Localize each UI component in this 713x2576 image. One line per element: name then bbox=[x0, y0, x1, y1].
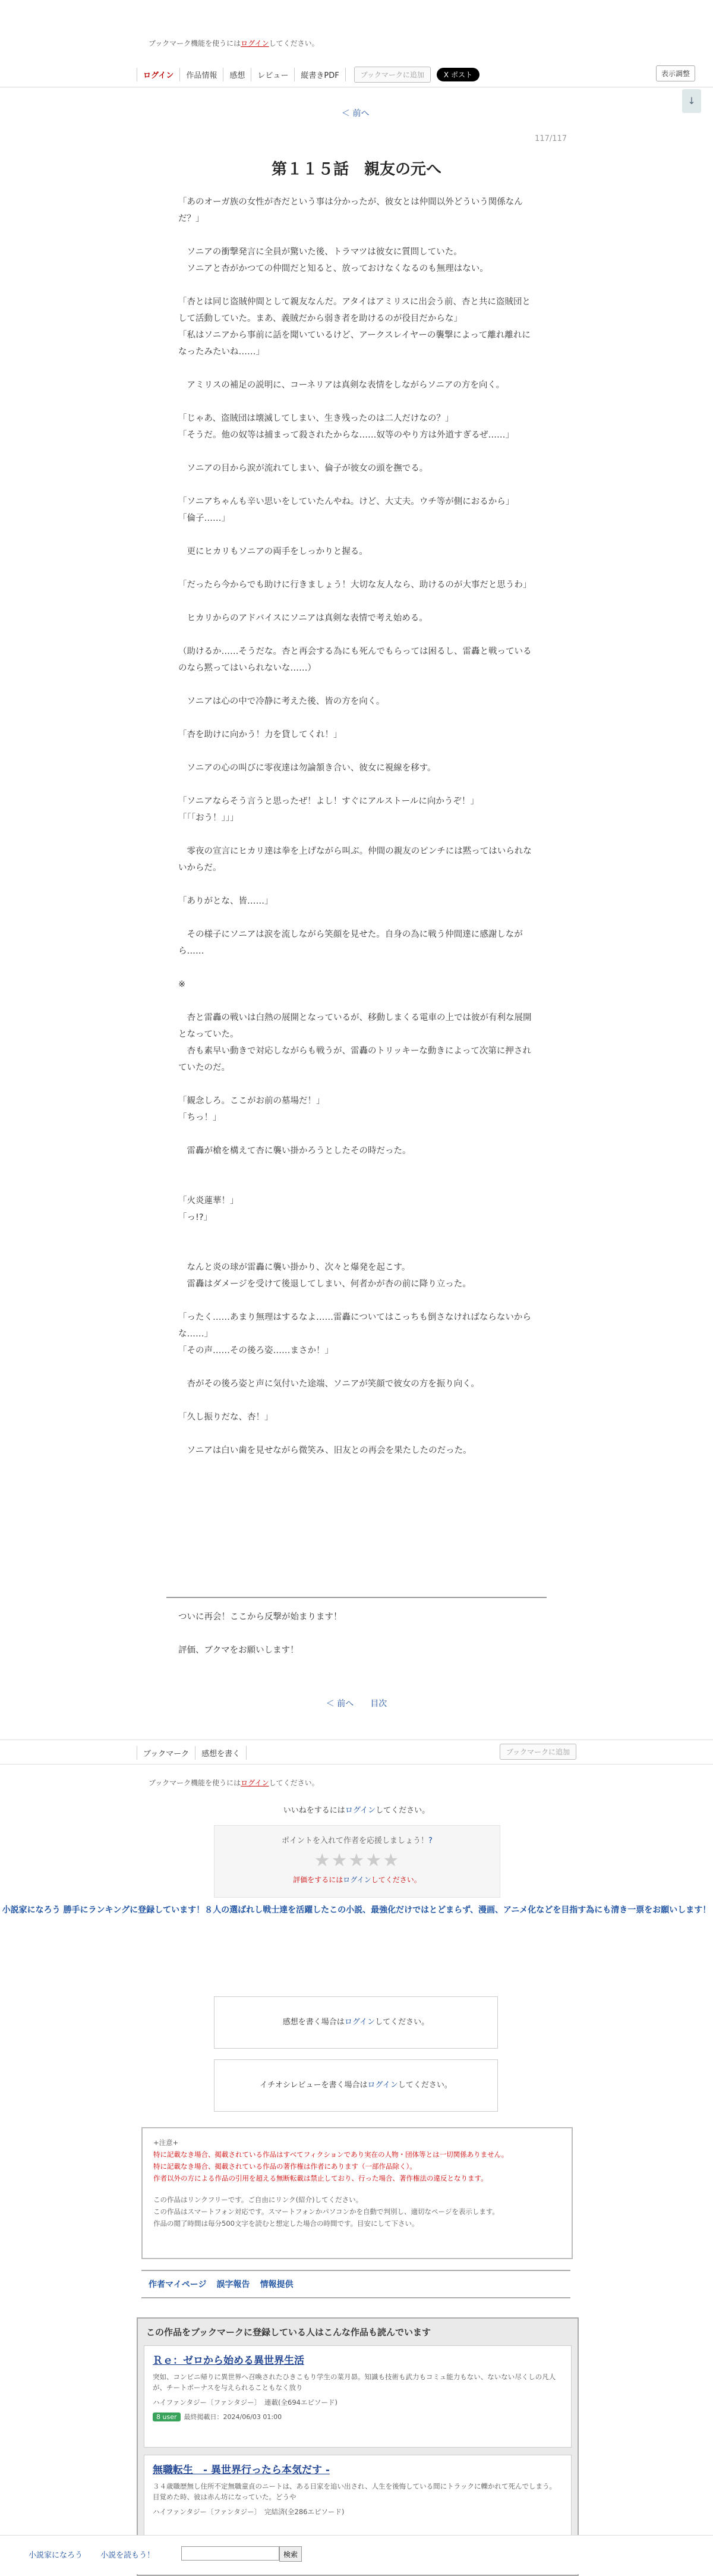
body-paragraph: ソニアの衝撃発言に全員が驚いた後、トラマツは彼女に質問していた。 bbox=[178, 247, 462, 257]
notice-box bbox=[141, 2127, 573, 2259]
novel-header bbox=[0, 59, 713, 87]
x-post-button[interactable]: X ポスト bbox=[437, 68, 479, 81]
bookmark-add-button[interactable]: ブックマークに追加 bbox=[354, 67, 431, 83]
body-paragraph bbox=[178, 910, 535, 926]
body-paragraph: 「久し振りだな、杏！」 bbox=[178, 1413, 273, 1422]
rating-title bbox=[214, 1834, 500, 1845]
login-link[interactable]: ログイン bbox=[367, 2081, 398, 2090]
search-button[interactable]: 検索 bbox=[279, 2546, 302, 2562]
toc-link[interactable]: 目次 bbox=[370, 1699, 387, 1709]
recommend-header: この作品をブックマークに登録している人はこんな作品も読んでいます bbox=[146, 2327, 431, 2338]
review-box bbox=[214, 2059, 498, 2112]
body-paragraph: その様子にソニアは涙を流しながら笑顔を見せた。自身の為に戦う仲間達に感謝しながら…… bbox=[178, 930, 523, 956]
notice-line: 作品の閲了時間は毎分500文字を読むと想定した場合の時間です。目安にして下さい。 bbox=[153, 2219, 419, 2228]
body-paragraph bbox=[178, 1176, 535, 1193]
notice-line: この作品はリンクフリーです。ご自由にリンク(紹介)してください。 bbox=[153, 2196, 363, 2204]
notice-head: +注意+ bbox=[153, 2138, 179, 2147]
menu-login[interactable]: ログイン bbox=[137, 68, 180, 81]
impression-box bbox=[214, 1996, 498, 2049]
ranking-link[interactable]: 小説家になろう 勝手にランキングに登録しています！８人の選ばれし戦士達を活躍したこの小説、最強化だけではとどまらず、漫画、アニメ化などを目指す為にも清き一票をお願いします！ bbox=[2, 1905, 711, 1915]
login-link[interactable]: ログイン bbox=[241, 1779, 269, 1787]
note-text: してください。 bbox=[376, 1806, 430, 1815]
page-count: 117/117 bbox=[535, 134, 567, 143]
body-paragraph: 「その声……その後ろ姿……まさか！」 bbox=[178, 1346, 333, 1355]
body-paragraph: 「杏を助けに向かう！力を貸してくれ！」 bbox=[178, 730, 342, 740]
footer-search bbox=[181, 2546, 302, 2562]
afterword-line: ついに再会！ここから反撃が始まります！ bbox=[178, 1612, 342, 1622]
body-paragraph bbox=[178, 1226, 535, 1243]
recommend-genre: ハイファンタジー〔ファンタジー〕 完結済(全286エピソード) bbox=[153, 2508, 345, 2516]
body-paragraph: 「火炎蓮華！」 bbox=[178, 1196, 239, 1206]
body-paragraph: ソニアの目から涙が流れてしまい、倫子が彼女の頭を撫でる。 bbox=[178, 464, 428, 473]
note-text: してください。 bbox=[397, 2081, 452, 2090]
user-badge: 8 user bbox=[153, 2413, 181, 2421]
recommend-desc: 突如、コンビニ帰りに異世界へ召喚されたひきこもり学生の菜月昴。知識も技術も武力もコミュ能力もない、ないない尽くしの凡人が、チートボーナスを与えられることもなく放り bbox=[153, 2373, 556, 2392]
note-text: してください。 bbox=[371, 1876, 421, 1884]
help-icon[interactable]: ? bbox=[428, 1836, 433, 1845]
body-paragraph: 「ソニアちゃんも辛い思いをしていたんやね。けど、大丈夫。ウチ等が側におるから」 bbox=[178, 497, 515, 507]
body-paragraph: 杏も素早い動きで対応しながらも戦うが、雷轟のトリッキーな動きによって次第に押されていたのだ。 bbox=[178, 1046, 531, 1072]
notice-line: この作品はスマートフォン対応です。スマートフォンかパソコンかを自動で判別し、適切なページを表示します。 bbox=[153, 2207, 499, 2216]
search-input[interactable] bbox=[181, 2546, 279, 2561]
body-paragraph bbox=[178, 627, 535, 643]
body-paragraph bbox=[178, 710, 535, 726]
body-paragraph bbox=[178, 1359, 535, 1376]
prev-link-bottom[interactable]: ＜ 前へ bbox=[326, 1699, 354, 1709]
note-text: してください。 bbox=[375, 2018, 430, 2027]
body-paragraph bbox=[178, 960, 535, 976]
login-link[interactable]: ログイン bbox=[343, 1876, 371, 1884]
body-paragraph: 「そうだ。他の奴等は捕まって殺されたからな……奴等のやり方は外道すぎるぜ……」 bbox=[178, 430, 515, 440]
body-paragraph bbox=[178, 560, 535, 577]
body-paragraph bbox=[178, 1392, 535, 1409]
body-paragraph: なんと炎の球が雷轟に襲い掛かり、次々と爆発を起こす。 bbox=[178, 1263, 411, 1272]
note-text: いいねをするには bbox=[283, 1806, 345, 1815]
body-paragraph: 「杏とは同じ盗賊仲間として親友なんだ。アタイはアミリスに出会う前、杏と共に盗賊団として活動していた。まあ、義賊だから弱き者を助けるのが役目だからな」 bbox=[178, 297, 531, 323]
body-paragraph bbox=[178, 227, 535, 244]
info-provide-link[interactable]: 情報提供 bbox=[260, 2280, 294, 2289]
footer-link-narou[interactable]: 小説家になろう bbox=[29, 2551, 83, 2560]
body-paragraph: 雷轟が槍を構えて杏に襲い掛かろうとしたその時だった。 bbox=[178, 1146, 411, 1156]
bottom-write-impression[interactable]: 感想を書く bbox=[195, 1746, 247, 1760]
recommend-date: 最終掲載日：2024/06/03 01:00 bbox=[184, 2413, 282, 2421]
footer-bar bbox=[0, 2535, 713, 2574]
divider bbox=[166, 1597, 547, 1598]
body-paragraph bbox=[178, 1292, 535, 1309]
body-paragraph: ヒカリからのアドバイスにソニアは真剣な表情で考え始める。 bbox=[178, 614, 428, 623]
bookmark-login-note-bottom bbox=[149, 1778, 319, 1788]
notice-red-line: 特に記載なき場合、掲載されている作品の著作権は作者にあります（一部作品除く）。 bbox=[153, 2162, 417, 2171]
body-paragraph bbox=[178, 776, 535, 793]
login-link[interactable]: ログイン bbox=[241, 39, 269, 48]
body-paragraph: ソニアは心の中で冷静に考えた後、皆の方を向く。 bbox=[178, 697, 385, 706]
note-text: ブックマーク機能を使うには bbox=[149, 39, 241, 48]
novel-body bbox=[178, 194, 535, 1459]
recommend-title[interactable]: 無職転生 - 異世界行ったら本気だす - bbox=[153, 2464, 330, 2476]
notice-red-line: 特に記載なき場合、掲載されている作品はすべてフィクションであり実在の人物・団体等とは一切関係ありません。 bbox=[153, 2150, 509, 2159]
body-paragraph bbox=[178, 1126, 535, 1143]
body-paragraph: 更にヒカリもソニアの両手をしっかりと握る。 bbox=[178, 547, 368, 556]
rating-login-note bbox=[214, 1874, 500, 1885]
note-text: ブックマーク機能を使うには bbox=[149, 1779, 241, 1787]
recommend-meta bbox=[153, 2412, 563, 2421]
display-settings-button[interactable]: 表示調整 bbox=[656, 65, 695, 81]
body-paragraph: ソニアは白い歯を見せながら微笑み、旧友との再会を果たしたのだった。 bbox=[178, 1446, 472, 1455]
body-paragraph: ソニアと杏がかつての仲間だと知ると、放っておけなくなるのも無理はない。 bbox=[178, 264, 488, 273]
body-paragraph bbox=[178, 477, 535, 493]
footer-link-yomou[interactable]: 小説を読もう！ bbox=[100, 2551, 155, 2560]
body-paragraph bbox=[178, 593, 535, 610]
rating-box bbox=[214, 1825, 500, 1898]
body-paragraph: 杏がその後ろ姿と声に気付いた途端、ソニアが笑顔で彼女の方を振り向く。 bbox=[178, 1379, 479, 1389]
afterword bbox=[178, 1609, 535, 1675]
body-paragraph bbox=[178, 1159, 535, 1176]
body-paragraph: 杏と雷轟の戦いは白熱の展開となっているが、移動しまくる電車の上では彼が有利な展開となっていた。 bbox=[178, 1013, 532, 1039]
body-paragraph: 「っ!?」 bbox=[178, 1213, 213, 1222]
arrow-down-icon[interactable]: ↓ bbox=[682, 89, 701, 113]
body-paragraph bbox=[178, 394, 535, 410]
note-text: してください。 bbox=[269, 39, 319, 48]
note-text: イチオシレビューを書く場合は bbox=[260, 2081, 368, 2090]
body-paragraph: 「ちっ！」 bbox=[178, 1113, 222, 1122]
rating-title-text: ポイントを入れて作者を応援しましょう！ bbox=[282, 1836, 429, 1845]
recommend-item bbox=[144, 2345, 572, 2448]
notice-red-line: 作者以外の方による作品の引用を超える無断転載は禁止しており、行った場合、著作権法の違反となります。 bbox=[153, 2174, 488, 2182]
body-paragraph bbox=[178, 277, 535, 294]
star-rating[interactable]: ★★★★★ bbox=[314, 1850, 400, 1871]
body-paragraph bbox=[178, 743, 535, 760]
bottom-pager bbox=[0, 1697, 713, 1709]
menu-review[interactable]: レビュー bbox=[251, 68, 295, 81]
header-menu bbox=[137, 67, 479, 83]
body-paragraph: 「だったら今からでも助けに行きましょう！大切な友人なら、助けるのが大事だと思うわ」 bbox=[178, 580, 532, 590]
like-login-note bbox=[0, 1804, 713, 1815]
body-paragraph bbox=[178, 993, 535, 1009]
chapter-title: 第１１５話 親友の元へ bbox=[271, 161, 441, 178]
body-paragraph: 「ったく……あまり無理はするなよ……雷轟についてはこっちも倒さなければならないからな……」 bbox=[178, 1313, 531, 1339]
body-paragraph: 「ソニアならそう言うと思ったぜ！よし！すぐにアルストールに向かうぞ！」 bbox=[178, 797, 479, 806]
body-paragraph bbox=[178, 677, 535, 693]
body-paragraph bbox=[178, 527, 535, 543]
afterword-line: 評価、ブクマをお願いします！ bbox=[178, 1646, 299, 1655]
recommend-genre: ハイファンタジー〔ファンタジー〕 連載(全694エピソード) bbox=[153, 2398, 337, 2407]
login-link[interactable]: ログイン bbox=[344, 2018, 376, 2027]
body-paragraph: 「ありがとな、皆……」 bbox=[178, 897, 273, 906]
body-paragraph bbox=[178, 876, 535, 893]
body-paragraph: 零夜の宣言にヒカリ達は拳を上げながら叫ぶ。仲間の親友のピンチには黙ってはいられないからだ。 bbox=[178, 847, 532, 873]
body-paragraph: 「観念しろ。ここがお前の墓場だ！」 bbox=[178, 1096, 325, 1106]
body-paragraph: （助けるか……そうだな。杏と再会する為にも死んでもらっては困るし、雷轟と戦っているのなら黙ってはいられないな……） bbox=[178, 647, 532, 673]
footer-links bbox=[29, 2549, 170, 2560]
body-paragraph bbox=[178, 360, 535, 377]
body-paragraph bbox=[178, 1243, 535, 1259]
body-paragraph: ソニアの心の叫びに零夜達は勿論頷き合い、彼女に視線を移す。 bbox=[178, 763, 436, 773]
body-paragraph: 雷轟はダメージを受けて後退してしまい、何者かが杏の前に降り立った。 bbox=[178, 1279, 471, 1289]
bottom-bar bbox=[0, 1740, 713, 1764]
prev-link-top[interactable]: ＜ 前へ bbox=[342, 109, 370, 118]
recommend-desc: ３４歳職歴無し住所不定無職童貞のニートは、ある日家を追い出され、人生を後悔している間にトラックに轢かれて死んでしまう。目覚めた時、彼は赤ん坊になっていた。どうや bbox=[153, 2482, 556, 2501]
menu-novel-info[interactable]: 作品情報 bbox=[180, 68, 223, 81]
body-paragraph bbox=[178, 444, 535, 460]
body-paragraph: 「「「おう！」」」 bbox=[178, 813, 239, 823]
body-paragraph: ※ bbox=[178, 980, 186, 989]
menu-impression[interactable]: 感想 bbox=[223, 68, 251, 81]
body-paragraph: 「じゃあ、盗賊団は壊滅してしまい、生き残ったのは二人だけなの？」 bbox=[178, 414, 454, 423]
typo-report-link[interactable]: 誤字報告 bbox=[216, 2280, 250, 2289]
menu-pdf[interactable]: 縦書きPDF bbox=[295, 68, 345, 81]
recommend-title[interactable]: Ｒｅ：ゼロから始める異世界生活 bbox=[153, 2355, 304, 2367]
author-links bbox=[141, 2270, 570, 2298]
note-text: してください。 bbox=[269, 1779, 319, 1787]
bottom-menu bbox=[137, 1746, 247, 1760]
login-link[interactable]: ログイン bbox=[345, 1806, 376, 1815]
body-paragraph: 「あのオーガ族の女性が杏だという事は分かったが、彼女とは仲間以外どういう関係なんだ？」 bbox=[178, 197, 523, 224]
note-text: 評価をするには bbox=[293, 1876, 343, 1884]
body-paragraph: アミリスの補足の説明に、コーネリアは真剣な表情をしながらソニアの方を向く。 bbox=[178, 380, 505, 390]
bookmark-add-button-bottom[interactable]: ブックマークに追加 bbox=[500, 1744, 576, 1760]
body-paragraph bbox=[178, 1076, 535, 1093]
body-paragraph bbox=[178, 826, 535, 843]
bookmark-login-note bbox=[149, 38, 319, 48]
body-paragraph: 「私はソニアから事前に話を聞いているけど、アークスレイヤーの襲撃によって離れ離れになったみたいね……」 bbox=[178, 331, 531, 357]
body-paragraph: 「倫子……」 bbox=[178, 514, 230, 523]
body-paragraph bbox=[178, 1426, 535, 1442]
note-text: 感想を書く場合は bbox=[282, 2018, 345, 2027]
bottom-bookmark[interactable]: ブックマーク bbox=[137, 1746, 195, 1760]
author-mypage-link[interactable]: 作者マイページ bbox=[149, 2280, 207, 2289]
